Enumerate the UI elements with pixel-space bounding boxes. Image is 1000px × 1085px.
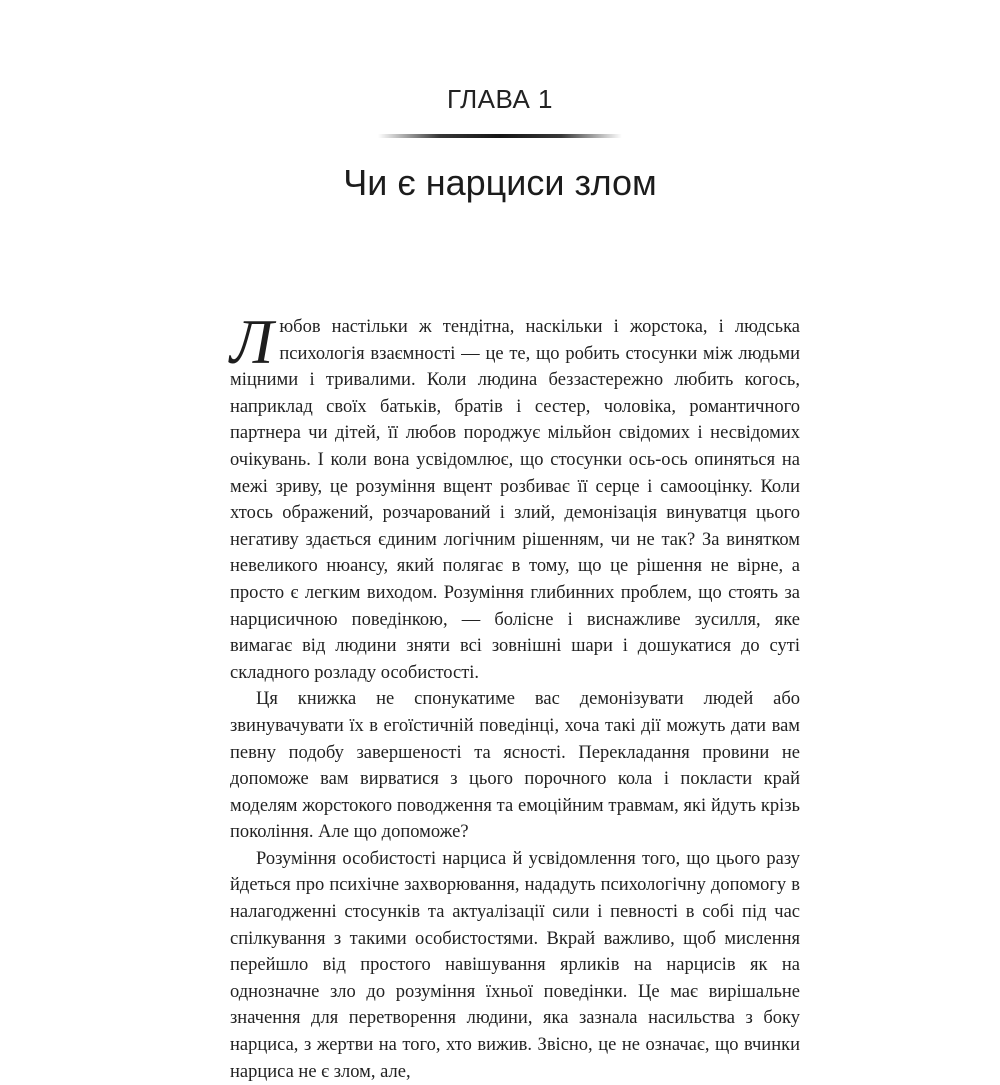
chapter-divider — [378, 134, 622, 138]
chapter-title: Чи є нарциси злом — [343, 162, 657, 203]
paragraph-2: Ця книжка не спонукатиме вас демонізувати людей або звинувачувати їх в егоїстичній поведінці, хоча такі дії можуть дати вам певну подобу завершеності та ясності. Перекладання провини не допоможе вам вирватися з цього порочного кола і покласти край моделям жорстокого поводження та емоційним травмам, які йдуть крізь покоління. Але що допоможе? — [230, 689, 800, 843]
drop-cap: Л — [230, 306, 274, 377]
chapter-label: ГЛАВА 1 — [446, 84, 554, 114]
paragraph-3: Розуміння особистості нарциса й усвідомлення того, що цього разу йдеться про психічне захворювання, нададуть психологічну допомогу в налагодженні стосунків та актуалізації сили і певності в собі під час спілкування з такими особистостями. Вкрай важливо, щоб мислення перейшло від простого навішування ярликів на нарцисів як на однозначне зло до розуміння їхньої поведінки. Це має вирішальне значення для перетворення людини, яка зазнала насильства з боку нарциса, з жертви на того, хто вижив. Звісно, це не означає, що вчинки нарциса не є злом, але, — [230, 848, 800, 1082]
paragraph-1 — [230, 306, 800, 686]
paragraph-1-text: юбов настільки ж тендітна, наскільки і жорстока, і людська психологія взаємності — це те, що робить стосунки між людьми міцними і тривалими. Коли людина беззастережно любить когось, наприклад своїх батьків, братів і сестер, чоловіка, романтичного партнера чи дітей, її любов породжує мільйон свідомих і несвідомих очікувань. І коли вона усвідомлює, що стосунки ось-ось опиняться на межі зриву, це розуміння вщент розбиває її серце і самооцінку. Коли хтось ображений, розчарований і злий, демонізація винуватця цього негативу здається єдиним логічним рішенням, чи не так? За винятком невеликого нюансу, який полягає в тому, що це рішення не вірне, а просто є легким виходом. Розуміння глибинних проблем, що стоять за нарцисичною поведінкою, — болісне і виснажливе зусилля, яке вимагає від людини зняти всі зовнішні шари і дошукатися до суті складного розладу особистості. — [230, 317, 800, 683]
body-text — [230, 306, 800, 1085]
